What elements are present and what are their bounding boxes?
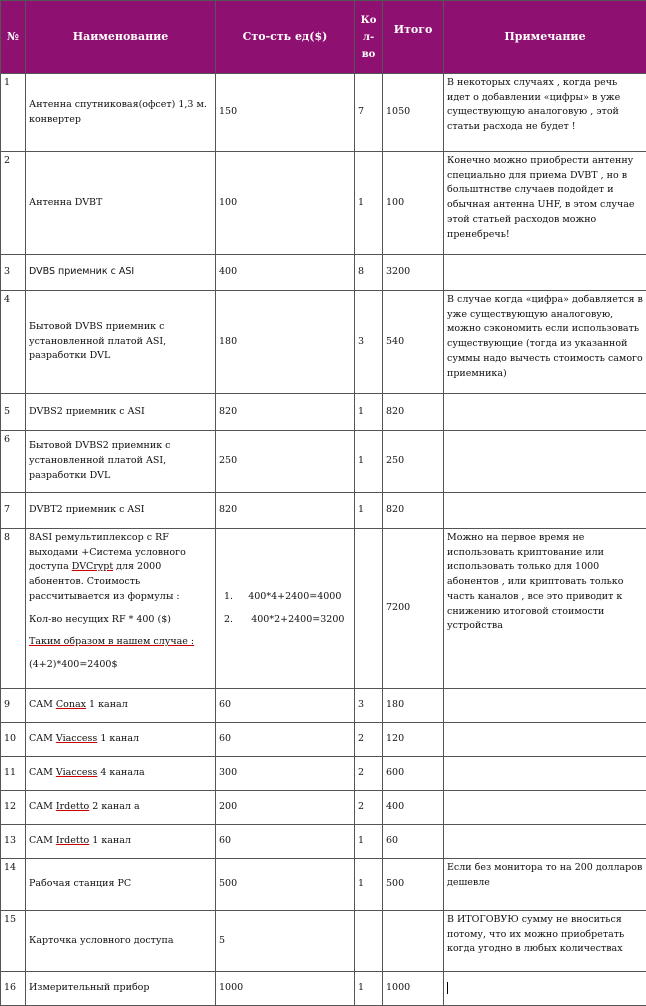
row-name — [26, 825, 216, 859]
table-row — [1, 529, 646, 689]
calc-line-1 — [224, 590, 351, 605]
row-name: DVBS приемник с ASI — [26, 255, 216, 291]
row-name-part: 4 канала — [97, 767, 144, 778]
row-cost: 5 — [216, 911, 355, 972]
row-note — [444, 394, 646, 431]
row-note — [444, 431, 646, 493]
calc-marker: 2. — [224, 614, 233, 625]
calc-value: 400*2+2400=3200 — [251, 614, 344, 625]
table-row — [1, 255, 646, 291]
row-cost: 820 — [216, 493, 355, 529]
row-note — [444, 493, 646, 529]
row-name-part: 2 канал а — [89, 801, 139, 812]
row-qty: 1 — [355, 825, 383, 859]
table-row — [1, 972, 646, 1006]
row-qty: 8 — [355, 255, 383, 291]
row-note — [444, 757, 646, 791]
row-name-part: 1 канал — [97, 733, 139, 744]
row-name-brand: Viaccess — [56, 733, 97, 744]
row-note — [444, 689, 646, 723]
row-number: 11 — [1, 757, 26, 791]
row-total: 1050 — [383, 74, 444, 152]
row-name: Антенна спутниковая(офсет) 1,3 м. конвертер — [26, 74, 216, 152]
row-cost: 1000 — [216, 972, 355, 1006]
row-total: 250 — [383, 431, 444, 493]
row-number: 13 — [1, 825, 26, 859]
row-number: 5 — [1, 394, 26, 431]
row-total: 1000 — [383, 972, 444, 1006]
row-name-part: CAM — [29, 801, 56, 812]
row-name-part: 1 канал — [89, 835, 131, 846]
row-name-part: CAM — [29, 835, 56, 846]
calc-value: 400*4+2400=4000 — [248, 591, 341, 602]
row-number: 9 — [1, 689, 26, 723]
row-note — [444, 723, 646, 757]
row-total: 180 — [383, 689, 444, 723]
row-name — [26, 723, 216, 757]
row-total: 540 — [383, 291, 444, 394]
row-qty — [355, 529, 383, 689]
row-total: 7200 — [383, 529, 444, 689]
row-name — [26, 689, 216, 723]
row-number: 10 — [1, 723, 26, 757]
row-note-editable[interactable] — [444, 972, 646, 1006]
header-row — [1, 1, 646, 74]
row-number: 7 — [1, 493, 26, 529]
row-note: Конечно можно приобрести антенну специально для приема DVBT , но в больштнстве случаев подойдет и обычная антенна UHF, в этом случае этой статьей расходов можно пренебречь! — [444, 152, 646, 255]
row-total: 600 — [383, 757, 444, 791]
row-name-part: CAM — [29, 767, 56, 778]
table-row — [1, 152, 646, 255]
row-number: 6 — [1, 431, 26, 493]
row-qty: 1 — [355, 493, 383, 529]
row-name: DVBT2 приемник с ASI — [26, 493, 216, 529]
row-name — [26, 529, 216, 689]
row-qty: 3 — [355, 689, 383, 723]
table-row — [1, 394, 646, 431]
table-row — [1, 825, 646, 859]
row-name-part: 1 канал — [86, 699, 128, 710]
row-note: Можно на первое время не использовать криптование или использовать только для 1000 абонентов , или криптовать только часть каналов , все это приводит к снижению итоговой стоимости устройства — [444, 529, 646, 689]
row-cost: 60 — [216, 825, 355, 859]
row-cost: 100 — [216, 152, 355, 255]
row-name-brand: Conax — [56, 699, 86, 710]
header-name: Наименование — [26, 1, 216, 74]
table-row — [1, 757, 646, 791]
row-note: В ИТОГОВУЮ сумму не вноситься потому, что их можно приобретать когда угодно в любых количествах — [444, 911, 646, 972]
row-qty: 2 — [355, 791, 383, 825]
row-name-brand: DVCrypt — [72, 561, 113, 572]
row-name — [26, 757, 216, 791]
row-name: Бытовой DVBS2 приемник с установленной платой ASI, разработки DVL — [26, 431, 216, 493]
table-row — [1, 911, 646, 972]
row-total: 100 — [383, 152, 444, 255]
row-cost: 300 — [216, 757, 355, 791]
table-row — [1, 74, 646, 152]
row-name-part: CAM — [29, 733, 56, 744]
row-qty — [355, 911, 383, 972]
row-cost: 400 — [216, 255, 355, 291]
header-note: Примечание — [444, 1, 646, 74]
row-name — [26, 791, 216, 825]
row-name-part: для 2000 абонентов. Стоимость рассчитывается из формулы : — [29, 561, 180, 601]
row-total: 820 — [383, 394, 444, 431]
row-cost: 820 — [216, 394, 355, 431]
row-name-brand: Irdetto — [56, 801, 89, 812]
table-row — [1, 291, 646, 394]
row-formula: Кол-во несущих RF * 400 ($) — [29, 613, 212, 628]
row-cost: 60 — [216, 689, 355, 723]
header-qty-line1: Ко — [361, 15, 377, 26]
row-name: Карточка условного доступа — [26, 911, 216, 972]
row-qty: 2 — [355, 723, 383, 757]
row-name-brand: Viaccess — [56, 767, 97, 778]
row-cost: 200 — [216, 791, 355, 825]
row-cost: 250 — [216, 431, 355, 493]
row-total: 3200 — [383, 255, 444, 291]
row-qty: 2 — [355, 757, 383, 791]
row-note — [444, 255, 646, 291]
calc-marker: 1. — [224, 591, 233, 602]
row-name-brand: Irdetto — [56, 835, 89, 846]
row-name: Бытовой DVBS приемник с установленной платой ASI, разработки DVL — [26, 291, 216, 394]
header-cost: Сто-сть ед($) — [216, 1, 355, 74]
row-total: 820 — [383, 493, 444, 529]
row-total — [383, 911, 444, 972]
table-row — [1, 431, 646, 493]
row-number: 12 — [1, 791, 26, 825]
row-number: 3 — [1, 255, 26, 291]
row-qty: 3 — [355, 291, 383, 394]
row-conclusion: Таким образом в нашем случае : — [29, 635, 212, 650]
row-number: 2 — [1, 152, 26, 255]
text-cursor — [447, 982, 448, 994]
row-total: 60 — [383, 825, 444, 859]
row-number: 16 — [1, 972, 26, 1006]
row-total: 500 — [383, 859, 444, 911]
row-note: В случае когда «цифра» добавляется в уже существующую аналоговую, можно сэкономить если использовать существующие (тогда из указанной суммы надо вычесть стоимость самого приемника) — [444, 291, 646, 394]
row-number: 1 — [1, 74, 26, 152]
header-qty-line3: во — [362, 49, 376, 60]
calc-line-2 — [224, 613, 351, 628]
row-qty: 1 — [355, 152, 383, 255]
table-row — [1, 791, 646, 825]
table-row — [1, 493, 646, 529]
row-name-part: CAM — [29, 699, 56, 710]
row-note: В некоторых случаях , когда речь идет о добавлении «цифры» в уже существующую аналоговую , этой статьи расхода не будет ! — [444, 74, 646, 152]
header-total: Итого — [383, 1, 444, 74]
row-qty: 7 — [355, 74, 383, 152]
table-row — [1, 723, 646, 757]
row-name: Рабочая станция PC — [26, 859, 216, 911]
row-note: Если без монитора то на 200 долларов дешевле — [444, 859, 646, 911]
row-name: DVBS2 приемник с ASI — [26, 394, 216, 431]
row-cost: 180 — [216, 291, 355, 394]
header-qty-line2: л- — [363, 32, 374, 43]
row-qty: 1 — [355, 859, 383, 911]
row-note — [444, 825, 646, 859]
row-number: 8 — [1, 529, 26, 689]
row-cost — [216, 529, 355, 689]
table-row — [1, 859, 646, 911]
header-num: № — [1, 1, 26, 74]
row-cost: 500 — [216, 859, 355, 911]
row-number: 14 — [1, 859, 26, 911]
row-name: Измерительный прибор — [26, 972, 216, 1006]
row-qty: 1 — [355, 972, 383, 1006]
table-row — [1, 689, 646, 723]
row-number: 15 — [1, 911, 26, 972]
row-total: 120 — [383, 723, 444, 757]
row-cost: 60 — [216, 723, 355, 757]
row-name: Антенна DVBT — [26, 152, 216, 255]
row-note — [444, 791, 646, 825]
row-name-part: 8ASI ремультиплексор с RF выходами +Система условного доступа — [29, 532, 186, 572]
header-qty — [355, 1, 383, 74]
row-total: 400 — [383, 791, 444, 825]
row-qty: 1 — [355, 431, 383, 493]
row-result: (4+2)*400=2400$ — [29, 658, 212, 673]
row-qty: 1 — [355, 394, 383, 431]
row-number: 4 — [1, 291, 26, 394]
row-cost: 150 — [216, 74, 355, 152]
